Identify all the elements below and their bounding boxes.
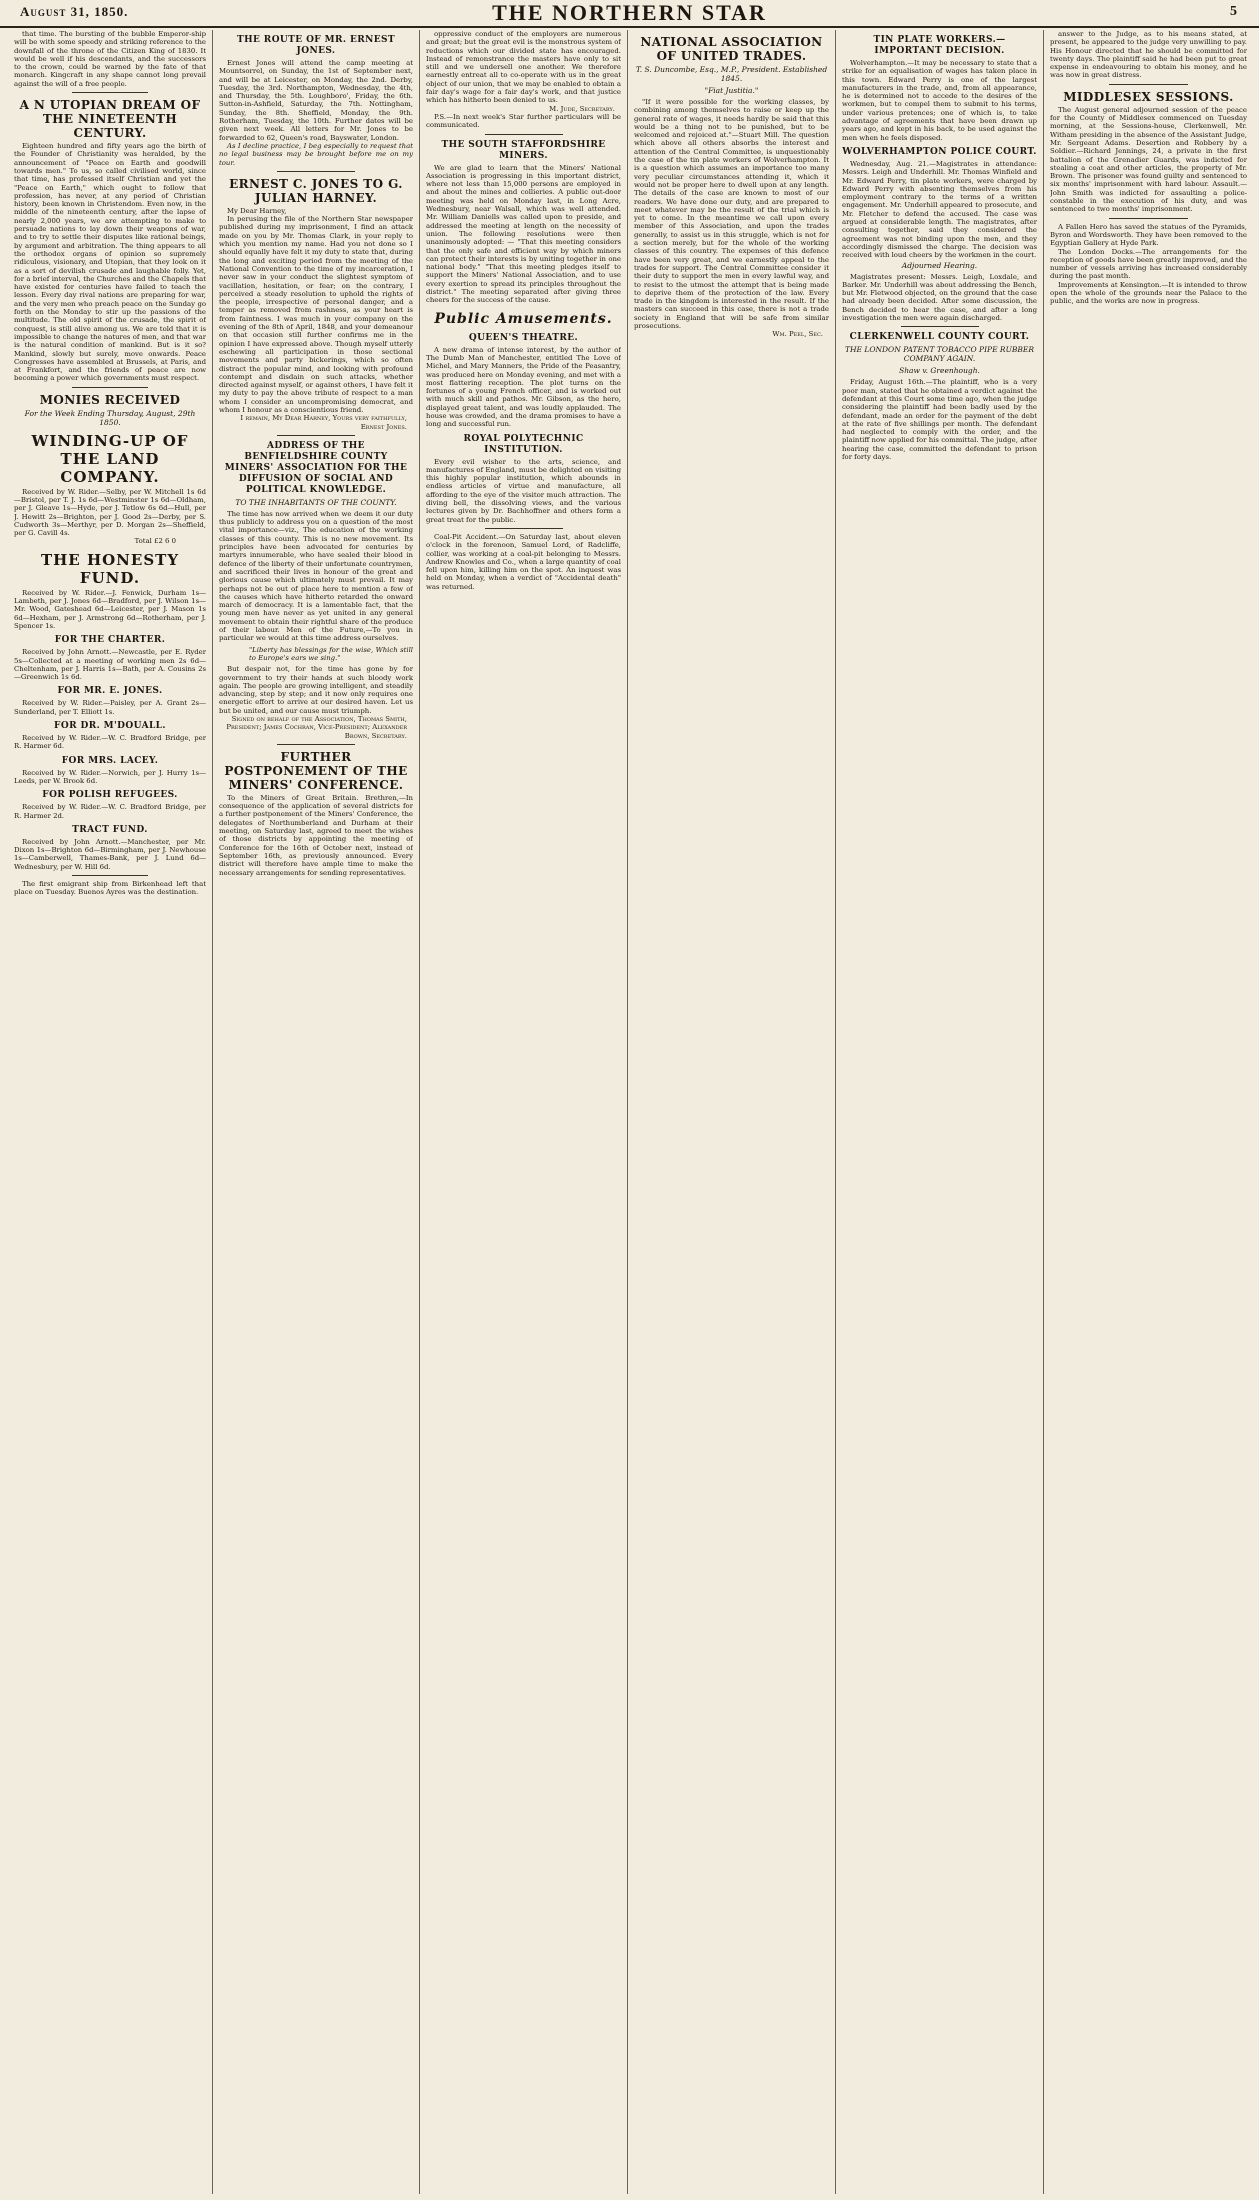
column-5 [842, 30, 1037, 2194]
letter-salutation: My Dear Harney, [227, 206, 287, 215]
verse-quote: "Liberty has blessings for the wise, Which still to Europe's ears we sing." [249, 645, 413, 662]
article-heading: THE SOUTH STAFFORDSHIRE MINERS. [441, 139, 606, 161]
article-signature: Signed on behalf of the Association, Thomas Smith, President; James Cochran, Vice-President; Alexander Brown, Secretary. [226, 715, 407, 740]
column-rule [1043, 30, 1044, 2194]
column-6 [1050, 30, 1247, 2194]
divider [901, 326, 979, 327]
masthead [0, 0, 1259, 28]
article-body: To the Miners of Great Britain. Brethren,—In consequence of the application of several districts for a further postponement of the Miners' Conference, the delegates of Northumberland and Durham at their meeting, on Saturday last, agreed to meet the wishes of those districts by appointing the meeting of Conference for the 16th of October next, instead of September 16th, as previously announced. Every district will therefore have ample time to make the necessary arrangements for sending representatives. [219, 793, 413, 877]
fund-body: Received by W. Rider.—J. Fenwick, Durham 1s—Lambeth, per J. Jones 6d—Bradford, per J. Wilson 1s—Mr. Wood, Gateshead 6d—Leicester, per J. Mason 1s 6d—Hexham, per J. Armstrong 6d—Rotherham, per J. Spencer 1s. [14, 588, 206, 630]
page-number: 5 [1230, 4, 1237, 19]
article-body: Ernest Jones will attend the camp meeting at Mountsorrel, on Sunday, the 1st of September next, and will be at Leicester, on Monday, the 2nd. Derby, Tuesday, the 3rd. Northampton, Wednesday, the 4th, and Thursday, the 5th. Loughboro', Friday, the 6th. Sutton-in-Ashfield, Saturday, the 7th. Nottingham, Sunday, the 8th. Sheffield, Monday, the 9th. Rotherham, Tuesday, the 10th. Further dates will be given next week. All letters for Mr. Jones to be forwarded to 62, Queen's road, Bayswater, London. [219, 59, 413, 142]
article-subheading: T. S. Duncombe, Esq., M.P., President. Established 1845. [635, 65, 828, 83]
column-rule [627, 30, 628, 2194]
article-heading: QUEEN'S THEATRE. [468, 332, 579, 343]
article-postscript: P.S.—In next week's Star further particulars will be communicated. [426, 112, 621, 130]
article-signature: Wm. Peel, Sec. [772, 330, 823, 339]
article-note: As I decline practice, I beg especially to request that no legal business may be brought before me on my tour. [219, 141, 413, 167]
column-3 [426, 30, 621, 2194]
letter-body: In perusing the file of the Northern Star newspaper published during my imprisonment, I find an attack made on you by Mr. Thomas Clark, in your reply to which you mention my name. Had you not done so I should equally have felt it my duty to state that, during the long and exciting period from the meeting of the National Convention to the time of my incarceration, I never saw in your conduct the slightest symptom of vacillation, hesitation, or fear; on the contrary, I perceived a steady resolution to uphold the rights of the people, irrespective of personal danger, and a temper as removed from rashness, as your heart is from faintness. I was much in your company on the evening of the 8th of April, 1848, and your demeanour on that occasion still further confirms me in the opinion I have expressed above. Though myself utterly eschewing all participation in those sectional movements and party bickerings, which so often distract the popular mind, and looking with profound contempt and disdain on such attacks, whether directed against myself, or against others, I have felt it my duty to pay the above tribute of respect to a man whom I consider an uncompromising democrat, and whom I honour as a conscientious friend. [219, 215, 413, 414]
intro-paragraph: that time. The bursting of the bubble Emperor-ship will be with some speedy and striking reference to the downfall of the throne of the Citizen King of 1830. It would be well if his descendants, and the successors to the crown, could be warned by the fate of that monarch. Kingcraft in any shape cannot long prevail against the will of a free people. [14, 30, 206, 88]
article-heading: ADDRESS OF THE BENFIELDSHIRE COUNTY MINERS' ASSOCIATION FOR THE DIFFUSION OF SOCIAL AND POLITICAL KNOWLEDGE. [224, 440, 408, 495]
article-body: "If it were possible for the working classes, by combining among themselves to raise or keep up the general rate of wages, it needs hardly be said that this would be a thing not to be punished, but to be welcomed and rejoiced at."—Stuart Mill. The question which above all others absorbs the interest and attention of the Central Committee, is unquestionably the case of the tin plate workers of Wolverhampton. It is a question which assumes an importance too many very peculiar circumstances attending it, which it would not be proper here to dwell upon at any length. The details of the case are known to most of our readers. We have done our duty, and are prepared to meet whatever may be the result of the trial which is yet to come. In the meantime we call upon every member of this Association, and upon the trades generally, to assist us in this struggle, which is not for a section merely, but for the whole of the working classes of this country. The expenses of this defence have been very great, and we earnestly appeal to the trades for support. The Central Committee consider it their duty to support the men in every lawful way, and to resist to the utmost the attempt that is being made to deprive them of the protection of the law. Every trade in the kingdom is interested in the result. If the masters can succeed in this case, there is not a trade society in England that will be safe from similar prosecutions. [634, 98, 829, 331]
divider [72, 875, 149, 876]
article-heading: CLERKENWELL COUNTY COURT. [849, 332, 1030, 343]
divider [1109, 84, 1188, 85]
fund-heading: THE HONESTY FUND. [40, 550, 180, 587]
article-body: Every evil wisher to the arts, science, and manufactures of England, must be delighted on visiting this highly popular institution, which abounds in endless articles of virtue and manufacture, all affording to the eye of the visitor much attraction. The diving bell, the dissolving views, and the various lectures given by Dr. Bachhoffner and others form a great treat for the public. [426, 457, 621, 524]
article-subheading: Shaw v. Greenhough. [899, 366, 980, 376]
fund-heading: TRACT FUND. [72, 824, 148, 835]
fund-heading: WINDING-UP OF THE LAND COMPANY. [31, 431, 189, 486]
section-heading: Public Amusements. [434, 310, 613, 327]
fund-heading: FOR DR. M'DOUALL. [54, 721, 166, 732]
divider [485, 134, 563, 135]
article-subheading: TO THE INHABITANTS OF THE COUNTY. [235, 497, 397, 507]
article-heading: ERNEST C. JONES TO G. JULIAN HARNEY. [229, 176, 403, 205]
article-body: oppressive conduct of the employers are numerous and great; but the great evil is the monstrous system of reductions which our divided state has encouraged. Instead of remonstrance the masters have only to sit still and we undersell one another. We therefore earnestly entreat all to co-operate with us in the great object of our union, that we may be enabled to obtain a fair day's wage for a fair day's work, and that justice which has hitherto been denied to us. [426, 30, 621, 105]
news-item: The London Docks.—The arrangements for the reception of goods have been greatly improved, and the number of vessels arriving has increased considerably during the past month. [1050, 247, 1247, 281]
divider [277, 435, 355, 436]
column-rule [835, 30, 836, 2194]
divider [485, 528, 563, 529]
fund-body: Received by W. Rider.—Selby, per W. Mitchell 1s 6d—Bristol, per T. J. 1s 6d—Westminster 1s 6d—Oldham, per J. Gleave 1s—Hyde, per J. Tetlow 6s 6d—Hull, per J. Hewitt 2s—Brighton, per J. Good 2s—Derby, per S. Cudworth 3s—Merthyr, per D. Morgan 2s—Sheffield, per G. Cavill 4s. [14, 487, 206, 538]
divider [277, 744, 355, 745]
article-subheading: Adjourned Hearing. [901, 260, 978, 270]
fund-total: Total £2 6 0 [134, 537, 176, 546]
divider [1109, 218, 1188, 219]
article-body: Magistrates present: Messrs. Leigh, Loxdale, and Barker. Mr. Underhill was about addressing the Bench, but Mr. Fletwood objected, on the ground that the case had already been decided. After some discussion, the Bench decided to hear the case, and after a long investigation the men were again discharged. [842, 272, 1037, 323]
fund-body: Received by W. Rider.—W. C. Bradford Bridge, per R. Harmer 6d. [14, 734, 206, 751]
article-heading: FURTHER POSTPONEMENT OF THE MINERS' CONFERENCE. [224, 749, 408, 792]
article-heading: MIDDLESEX SESSIONS. [1063, 89, 1234, 104]
fund-heading: FOR MRS. LACEY. [61, 755, 159, 766]
article-heading: ROYAL POLYTECHNIC INSTITUTION. [463, 433, 584, 455]
column-1 [14, 30, 206, 2194]
columns [14, 30, 1247, 2194]
column-rule [212, 30, 213, 2194]
article-heading: A N UTOPIAN DREAM OF THE NINETEENTH CENTURY. [19, 98, 201, 141]
fund-heading: FOR MR. E. JONES. [57, 686, 163, 697]
news-item: Improvements at Kensington.—It is intended to throw open the whole of the grounds near the Palace to the public, and the works are now in progress. [1050, 280, 1247, 306]
fund-heading: FOR POLISH REFUGEES. [42, 790, 178, 801]
article-signature: M. Jude, Secretary. [549, 104, 615, 113]
fund-heading: FOR THE CHARTER. [54, 635, 166, 646]
newspaper-title: THE NORTHERN STAR [492, 0, 767, 25]
fund-body: Received by W. Rider.—Norwich, per J. Hurry 1s—Leeds, per W. Brook 6d. [14, 768, 206, 785]
article-body: But despair not, for the time has gone by for government to try their hands at such bloody work again. The people are growing intelligent, and steadily advancing, step by step; and it now only requires one energetic effort to arrive at our desired haven. Let us but be united, and our cause must triumph. [219, 665, 413, 715]
article-body: Friday, August 16th.—The plaintiff, who is a very poor man, stated that he obtained a verdict against the defendant at this Court some time ago, when the judge considering the plaintiff had been badly used by the defendant, made an order for the payment of the debt at the rate of five shillings per month. The defendant had neglected to comply with the order, and the plaintiff now applied for his committal. The judge, after hearing the case, committed the defendant to prison for forty days. [842, 378, 1037, 461]
motto: "Fiat Justitia." [704, 86, 759, 95]
article-body: Eighteen hundred and fifty years ago the birth of the Founder of Christianity was heralded, by the announcement of "Peace on Earth and goodwill towards men." To us, so called civilised world, since that time, has professed itself Christian and yet the "Peace on Earth," which ought to follow that profession, has never, at any period of Christian history, been known in Christendom. Even now, in the middle of the nineteenth century, after the lapse of nearly 2,000 years, we are attempting to make to persuade nations to lay down their weapons of war, and to try to settle their disputes like rational beings, by argument and arbitration. The thing appears to all the orthodox organs of opinion so supremely ridiculous, visionary, and Utopian, that they look on it as a sort of devilish crusade and laughable folly. Yet, for a brief interval, the Churches and the Chapels that have existed for centuries have failed to teach the lesson. Every day rival nations are preparing for war, and the very men who preach peace on the Sunday go forth on the Monday to stir up the passions of the multitude. The old spirit of the crusade, the spirit of conquest, is still alive among us. We are told that it is impossible to change the natures of men, and that war is the natural condition of mankind. But is it so? Mankind, slowly but surely, move onwards. Peace Congresses have assembled at Brussels, at Paris, and at Frankfort, and the friends of peace are now becoming a power which governments must respect. [14, 142, 206, 383]
article-heading: THE ROUTE OF MR. ERNEST JONES. [237, 35, 395, 56]
article-heading: TIN PLATE WORKERS.—IMPORTANT DECISION. [873, 35, 1006, 56]
closing-paragraph: The first emigrant ship from Birkenhead left that place on Tuesday. Buenos Ayres was the destination. [14, 880, 206, 897]
column-2 [219, 30, 413, 2194]
divider [72, 387, 149, 388]
article-subheading: THE LONDON PATENT TOBACCO PIPE RUBBER COMPANY AGAIN. [844, 345, 1035, 364]
article-body: We are glad to learn that the Miners' National Association is progressing in this important district, where not less than 15,000 persons are employed in and about the mines and collieries. A public out-door meeting was held on Monday last, in Long Acre, Wednesbury, near Walsall, which was well attended. Mr. William Daniells was called upon to preside, and addressed the meeting at length on the necessity of union. The following resolutions were then unanimously adopted: — "That this meeting considers that the only safe and efficient way by which miners can protect their interests is by uniting together in one national body." "That this meeting pledges itself to support the Miners' National Association, and to use every exertion to spread its principles throughout the district." The meeting separated after giving three cheers for the success of the cause. [426, 163, 621, 305]
article-body: Coal-Pit Accident.—On Saturday last, about eleven o'clock in the forenoon, Samuel Lord, of Radcliffe, collier, was working at a coal-pit belonging to Messrs. Andrew Knowles and Co., when a large quantity of coal fell upon him, killing him on the spot. An inquest was held on Monday, when a verdict of "Accidental death" was returned. [426, 532, 621, 591]
notices-heading: MONIES RECEIVED [39, 392, 181, 407]
fund-body: Received by W. Rider.—W. C. Bradford Bridge, per R. Harmer 2d. [14, 803, 206, 820]
column-rule [419, 30, 420, 2194]
news-item: A Fallen Hero has saved the statues of the Pyramids, Byron and Wordsworth. They have been removed to the Egyptian Gallery at Hyde Park. [1050, 222, 1247, 248]
article-body: Wednesday, Aug. 21.—Magistrates in attendance: Messrs. Leigh and Underhill. Mr. Thomas Winfield and Mr. Edward Perry, tin plate workers, were charged by Edward Perry with absenting themselves from his employment contrary to the terms of a written engagement. Mr. Underhill appeared to prosecute, and Mr. Fletcher to defend the accused. The case was argued at considerable length. The magistrates, after consulting together, said they considered the agreement was not binding upon the men, and they accordingly dismissed the charge. The decision was received with loud cheers by the workmen in the court. [842, 159, 1037, 260]
notices-subheading: For the Week Ending Thursday, August, 29th 1850. [24, 408, 196, 427]
article-body: answer to the Judge, as to his means stated, at present, he appeared to the judge very unwilling to pay. His Honour directed that he should be committed for twenty days. The plaintiff said he had been put to great expense in endeavouring to obtain his money, and he was now in great distress. [1050, 30, 1247, 80]
fund-body: Received by W. Rider.—Paisley, per A. Grant 2s—Sunderland, per T. Elliott 1s. [14, 699, 206, 716]
divider [72, 92, 149, 93]
article-heading: NATIONAL ASSOCIATION OF UNITED TRADES. [640, 35, 823, 63]
article-body: The time has now arrived when we deem it our duty thus publicly to address you on a question of the most vital importance—viz., The education of the working classes of this county. This is no new movement. Its principles have been advocated for centuries by martyrs innumerable, who have sealed their blood in defence of the liberty of their unfortunate countrymen, and sacrificed their lives in honour of the great and glorious cause which ultimately must prevail. It may perhaps not be out of place here to mention a few of the causes which have hitherto retarded the onward march of democracy. It is a lamentable fact, that the young men have never as yet united in any general movement to obtain their rightful share of the produce of their labour. Men of the Future,—To you in particular we would at this time address ourselves. [219, 509, 413, 643]
issue-date: August 31, 1850. [20, 4, 129, 19]
article-body: The August general adjourned session of the peace for the County of Middlesex commenced on Tuesday morning, at the Sessions-house, Clerkenwell, Mr. Witham presiding in the absence of the Assistant Judge, Mr. Sergeant Adams. Desertion and Robbery by a Soldier.—Richard Jennings, 24, a private in the first battalion of the Grenadier Guards, was indicted for stealing a coat and other articles, the property of Mr. Brown. The prisoner was found guilty and sentenced to six months' imprisonment with hard labour. Assault.—John Smith was indicted for assaulting a police-constable in the execution of his duty, and was sentenced to two months' imprisonment. [1050, 105, 1247, 214]
fund-body: Received by John Arnott.—Newcastle, per E. Ryder 5s—Collected at a meeting of working men 2s 6d—Cheltenham, per J. Harris 1s—Bath, per A. Cousins 2s—Greenwich 1s 6d. [14, 648, 206, 682]
article-heading: WOLVERHAMPTON POLICE COURT. [842, 146, 1037, 157]
fund-body: Received by John Arnott.—Manchester, per Mr. Dixon 1s—Brighton 6d—Birmingham, per J. Newhouse 1s—Camberwell, Thames-Bank, per J. Lund 6d—Wednesbury, per W. Hill 6d. [14, 837, 206, 871]
article-body: A new drama of intense interest, by the author of The Dumb Man of Manchester, entitled The Love of Michel, and Mary Manners, the Pride of the Peasantry, was produced here on Monday evening, and met with a most flattering reception. The plot turns on the fortunes of a young French officer, and is worked out with much skill and pathos. Mr. Gibson, as the hero, displayed great talent, and was loudly applauded. The house was crowded, and the drama promises to have a long and successful run. [426, 345, 621, 429]
article-body: Wolverhampton.—It may be necessary to state that a strike for an equalisation of wages has taken place in this town. Edward Perry is one of the largest manufacturers in the trade, and, from all appearance, he is determined not to accede to the desires of the workmen, but to compel them to submit to his terms, under various pretences; one of which is, to take advantage of agreements that have been drawn up years ago, and kept in his back, to be used against the men when he feels disposed. [842, 59, 1037, 142]
letter-signature: Ernest Jones. [360, 422, 407, 431]
letter-closing: I remain, My Dear Harney, Yours very faithfully, [240, 414, 407, 423]
column-4 [634, 30, 829, 2194]
divider [277, 171, 355, 172]
